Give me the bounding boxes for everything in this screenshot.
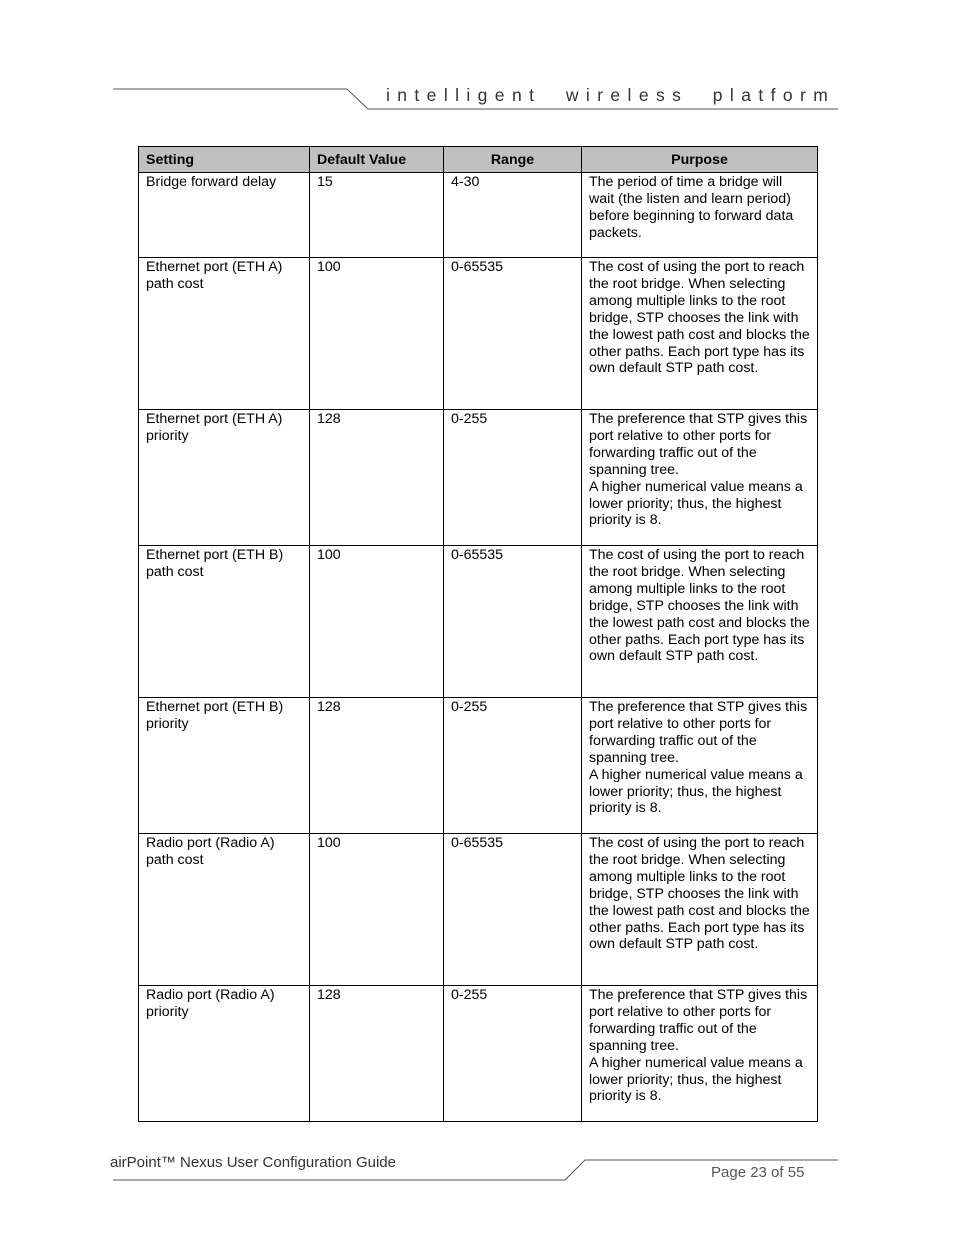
range-cell: 0-65535 (444, 834, 582, 986)
range-cell: 0-255 (444, 986, 582, 1122)
setting-cell: Ethernet port (ETH B) path cost (139, 546, 310, 698)
settings-table (138, 146, 818, 1122)
default-value-cell: 15 (310, 173, 444, 258)
table-row (139, 258, 818, 410)
header-rule (0, 0, 954, 130)
setting-cell: Bridge forward delay (139, 173, 310, 258)
table-row (139, 546, 818, 698)
table-row (139, 698, 818, 834)
purpose-text: The preference that STP gives this port relative to other ports for forwarding traffic out of the spanning tree. (589, 699, 808, 766)
purpose-cell (582, 410, 818, 546)
default-value-cell: 128 (310, 410, 444, 546)
column-header-purpose: Purpose (582, 147, 818, 173)
setting-cell: Radio port (Radio A) path cost (139, 834, 310, 986)
default-value-cell: 100 (310, 546, 444, 698)
table-row (139, 834, 818, 986)
table-header-row (139, 147, 818, 173)
default-value-cell: 128 (310, 698, 444, 834)
purpose-note: A higher numerical value means a lower priority; thus, the highest priority is 8. (589, 766, 803, 817)
purpose-note: A higher numerical value means a lower priority; thus, the highest priority is 8. (589, 1054, 803, 1105)
setting-cell: Ethernet port (ETH A) priority (139, 410, 310, 546)
range-cell: 0-65535 (444, 258, 582, 410)
table-row (139, 986, 818, 1122)
default-value-cell: 100 (310, 258, 444, 410)
purpose-cell (582, 698, 818, 834)
default-value-cell: 128 (310, 986, 444, 1122)
footer-page-number: Page 23 of 55 (711, 1164, 805, 1181)
setting-cell: Radio port (Radio A) priority (139, 986, 310, 1122)
purpose-cell: The cost of using the port to reach the root bridge. When selecting among multiple links to the root bridge, STP chooses the link with the lowest path cost and blocks the other paths. Each port type has its own default STP path cost. (582, 546, 818, 698)
setting-cell: Ethernet port (ETH B) priority (139, 698, 310, 834)
range-cell: 0-65535 (444, 546, 582, 698)
range-cell: 0-255 (444, 698, 582, 834)
purpose-cell: The cost of using the port to reach the root bridge. When selecting among multiple links to the root bridge, STP chooses the link with the lowest path cost and blocks the other paths. Each port type has its own default STP path cost. (582, 834, 818, 986)
default-value-cell: 100 (310, 834, 444, 986)
footer-document-title: airPoint™ Nexus User Configuration Guide (110, 1154, 396, 1171)
header-tagline: intelligent wireless platform (386, 85, 836, 105)
purpose-text: The preference that STP gives this port relative to other ports for forwarding traffic out of the spanning tree. (589, 987, 808, 1054)
table-row (139, 410, 818, 546)
setting-cell: Ethernet port (ETH A) path cost (139, 258, 310, 410)
purpose-cell: The period of time a bridge will wait (the listen and learn period) before beginning to forward data packets. (582, 173, 818, 258)
table-row (139, 173, 818, 258)
column-header-range: Range (444, 147, 582, 173)
purpose-note: A higher numerical value means a lower priority; thus, the highest priority is 8. (589, 478, 803, 529)
range-cell: 0-255 (444, 410, 582, 546)
column-header-setting: Setting (139, 147, 310, 173)
column-header-default-value: Default Value (310, 147, 444, 173)
purpose-text: The preference that STP gives this port relative to other ports for forwarding traffic out of the spanning tree. (589, 411, 808, 478)
range-cell: 4-30 (444, 173, 582, 258)
purpose-cell: The cost of using the port to reach the root bridge. When selecting among multiple links to the root bridge, STP chooses the link with the lowest path cost and blocks the other paths. Each port type has its own default STP path cost. (582, 258, 818, 410)
purpose-cell (582, 986, 818, 1122)
